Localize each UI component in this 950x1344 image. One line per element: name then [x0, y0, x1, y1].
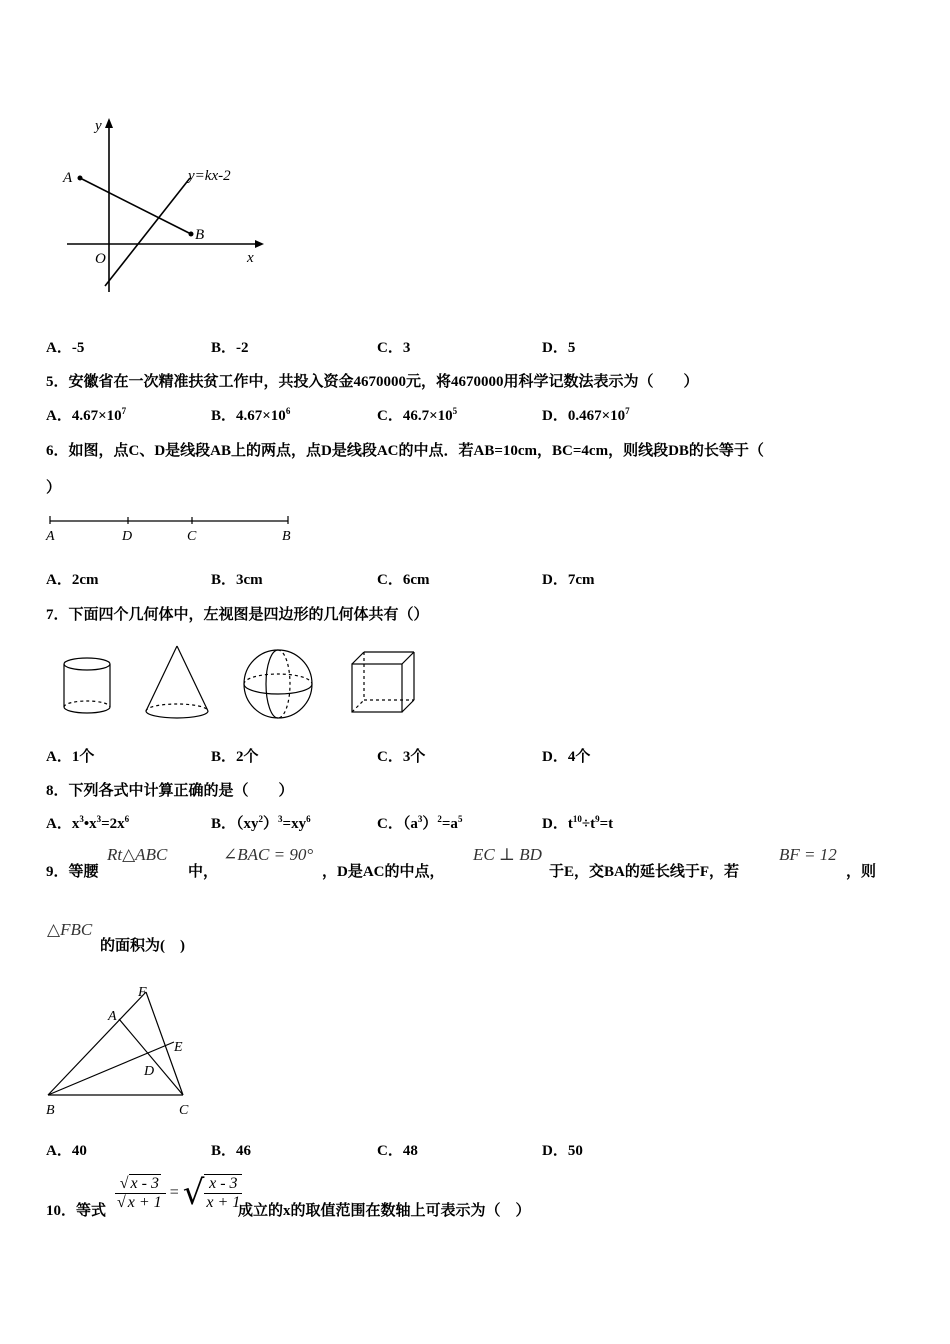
q9-math-bf: BF = 12	[779, 845, 837, 864]
point-a-label: A	[63, 170, 73, 186]
q9-option-a: A．40	[46, 1143, 87, 1159]
q9-text-part5: ，则	[846, 864, 877, 880]
q6-segment-figure	[44, 510, 300, 546]
q9-math-rt-triangle: Rt△ABC	[107, 845, 168, 864]
lhs-numerator: x - 3	[130, 1174, 159, 1192]
label-b: B	[46, 1103, 55, 1118]
line-ac	[119, 1019, 183, 1095]
equals-sign: =	[169, 1184, 179, 1201]
q9-text-part4: 于E，交BA的延长线于F，若	[549, 864, 740, 880]
y-axis-arrow	[105, 118, 113, 128]
q9-text-part2: 中，	[188, 864, 219, 880]
line-label: y=kx-2	[188, 168, 231, 184]
label-a: A	[108, 1009, 117, 1024]
lhs-denominator: x + 1	[127, 1193, 162, 1211]
q10-text-part2: 成立的x的取值范围在数轴上可表示为（ ）	[238, 1203, 531, 1219]
point-a-dot	[78, 176, 83, 181]
cone-figure	[146, 646, 208, 718]
q9-text-part6: 的面积为( )	[100, 938, 185, 954]
label-b: B	[282, 529, 291, 544]
segment-ab	[80, 178, 191, 234]
q8-text: 8．下列各式中计算正确的是（ ）	[46, 783, 294, 799]
q5-option-b: B．$4.67\times 10^6$	[211, 406, 291, 424]
q4-option-d: D．5	[542, 340, 576, 356]
q7-option-b: B．2个	[211, 749, 259, 765]
x-axis-arrow	[255, 240, 264, 248]
label-a: A	[46, 529, 55, 544]
point-b-label: B	[195, 227, 205, 243]
q6-option-b: B．3cm	[211, 572, 263, 588]
label-c: C	[179, 1103, 189, 1118]
label-c: C	[187, 529, 197, 544]
q8-option-c: C．$(a^3)^2=a^5$	[377, 814, 463, 832]
q8-option-a: A．$x^3•x^3=2x^6$	[46, 814, 130, 832]
q9-option-c: C．48	[377, 1143, 418, 1159]
rhs-denominator: x + 1	[206, 1194, 241, 1211]
q6-option-d: D．7cm	[542, 572, 595, 588]
point-b-dot	[189, 232, 194, 237]
label-d: D	[122, 529, 133, 544]
q5-option-c: C．$46.7\times 10^5$	[377, 406, 458, 424]
q9-text-part3: ，D是AC的中点，	[322, 864, 445, 880]
cube-figure	[352, 652, 414, 712]
q8-option-d: D．$t^{10}\div t^9=t$	[542, 814, 614, 832]
q7-option-a: A．1个	[46, 749, 95, 765]
q9-option-d: D．50	[542, 1143, 583, 1159]
cylinder-figure	[64, 658, 110, 713]
origin-label: O	[95, 251, 106, 267]
label-e: E	[174, 1040, 183, 1055]
q6-option-a: A．2cm	[46, 572, 99, 588]
q6-option-c: C．6cm	[377, 572, 430, 588]
q4-option-a: A．-5	[46, 340, 85, 356]
line-bf	[48, 992, 146, 1095]
label-f: F	[138, 985, 147, 1000]
sphere-figure	[244, 650, 312, 718]
rhs-numerator: x - 3	[204, 1175, 242, 1194]
q6-text-line2: ）	[46, 480, 62, 496]
q5-option-d: D．$0.467\times 10^7$	[542, 406, 630, 424]
q4-option-b: B．-2	[211, 340, 249, 356]
q7-solids-figure	[50, 640, 430, 724]
q7-option-d: D．4个	[542, 749, 591, 765]
q10-equation: $\frac{√ x - 3}{√ x + 1}$ = √ $\frac{x - 3}{x + 1}$	[117, 1173, 241, 1213]
line-bd	[48, 1042, 174, 1095]
y-axis-label: y	[95, 118, 102, 134]
q8-option-b: B．$(xy^2)^3=xy^6$	[211, 814, 311, 832]
q5-text: 5．安徽省在一次精准扶贫工作中，共投入资金4670000元，将4670000用科学记数法表示为（ ）	[46, 374, 699, 390]
q9-text-part1: 9．等腰	[46, 864, 99, 880]
lhs-fraction: $\frac{√ x - 3}{√ x + 1}$	[115, 1175, 166, 1212]
q4-coordinate-graph	[55, 110, 275, 300]
q9-option-b: B．46	[211, 1143, 252, 1159]
q9-math-perpendicular: EC ⊥ BD	[473, 845, 542, 864]
q4-option-c: C．3	[377, 340, 411, 356]
q7-option-c: C．3个	[377, 749, 426, 765]
q7-text: 7．下面四个几何体中，左视图是四边形的几何体共有（）	[46, 607, 429, 623]
q9-math-fbc: △FBC	[47, 920, 93, 939]
x-axis-label: x	[247, 250, 254, 266]
q9-triangle-figure	[40, 980, 210, 1120]
label-d: D	[144, 1064, 155, 1079]
q9-math-angle: ∠BAC = 90°	[223, 845, 314, 864]
line-y-kx-2	[105, 178, 190, 286]
q6-text-line1: 6．如图，点C、D是线段AB上的两点，点D是线段AC的中点．若AB=10cm，BC=4cm，则线段DB的长等于（	[46, 443, 764, 459]
q5-option-a: A．$4.67\times 10^7$	[46, 406, 127, 424]
q10-text-part1: 10．等式	[46, 1203, 107, 1219]
rhs-fraction	[204, 1174, 242, 1212]
